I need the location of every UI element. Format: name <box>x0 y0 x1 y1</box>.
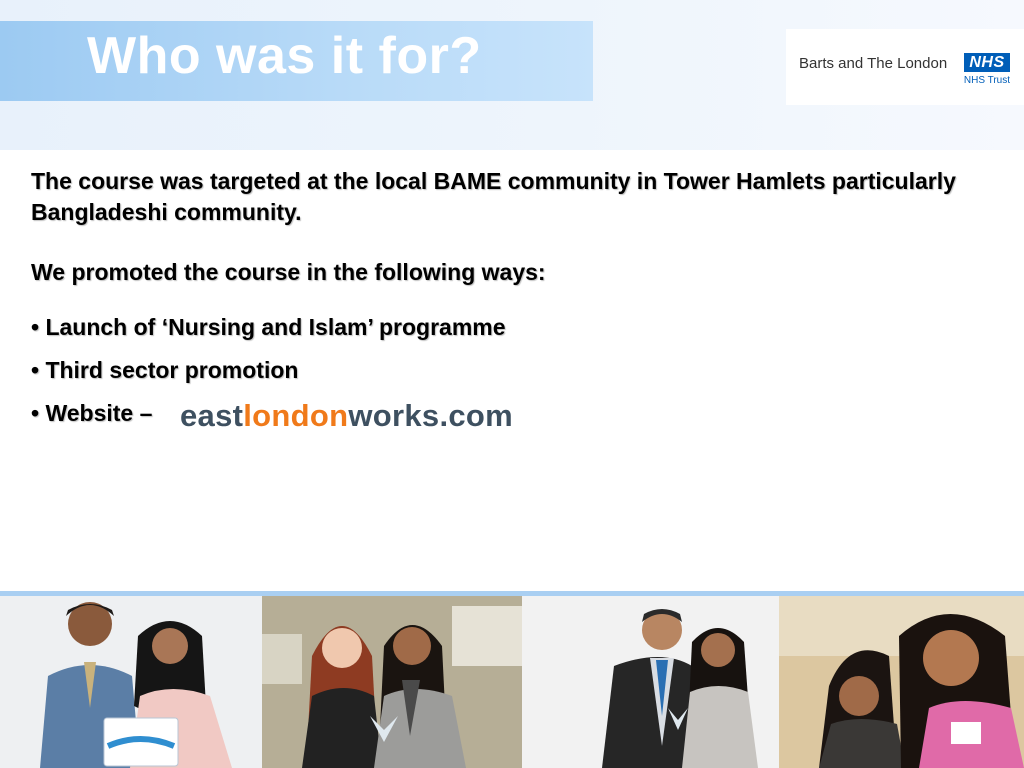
header-band <box>0 0 1024 150</box>
promo-heading: We promoted the course in the following ways: <box>31 259 546 285</box>
intro-paragraph: The course was targeted at the local BAME community in Tower Hamlets particularly Bangladeshi community. <box>31 168 956 225</box>
photo-award-presenter <box>522 596 779 768</box>
url-part-east: east <box>180 398 244 433</box>
photo-award-women <box>262 596 522 768</box>
slide-title: Who was it for? <box>87 27 482 85</box>
url-part-london: london <box>243 398 349 433</box>
nhs-badge: NHS <box>964 53 1010 72</box>
logo-name: Barts and The London <box>799 55 948 72</box>
photo-laughing-women <box>779 596 1024 768</box>
bullet-website: • Website – <box>31 400 153 426</box>
url-part-works: works.com <box>348 398 513 433</box>
trust-logo <box>786 29 1024 105</box>
bullet-launch: • Launch of ‘Nursing and Islam’ programme <box>31 314 506 340</box>
bullet-third-sector: • Third sector promotion <box>31 357 299 383</box>
website-link[interactable] <box>180 398 513 434</box>
logo-subtitle: NHS Trust <box>963 75 1010 86</box>
photo-award-students <box>0 596 262 768</box>
